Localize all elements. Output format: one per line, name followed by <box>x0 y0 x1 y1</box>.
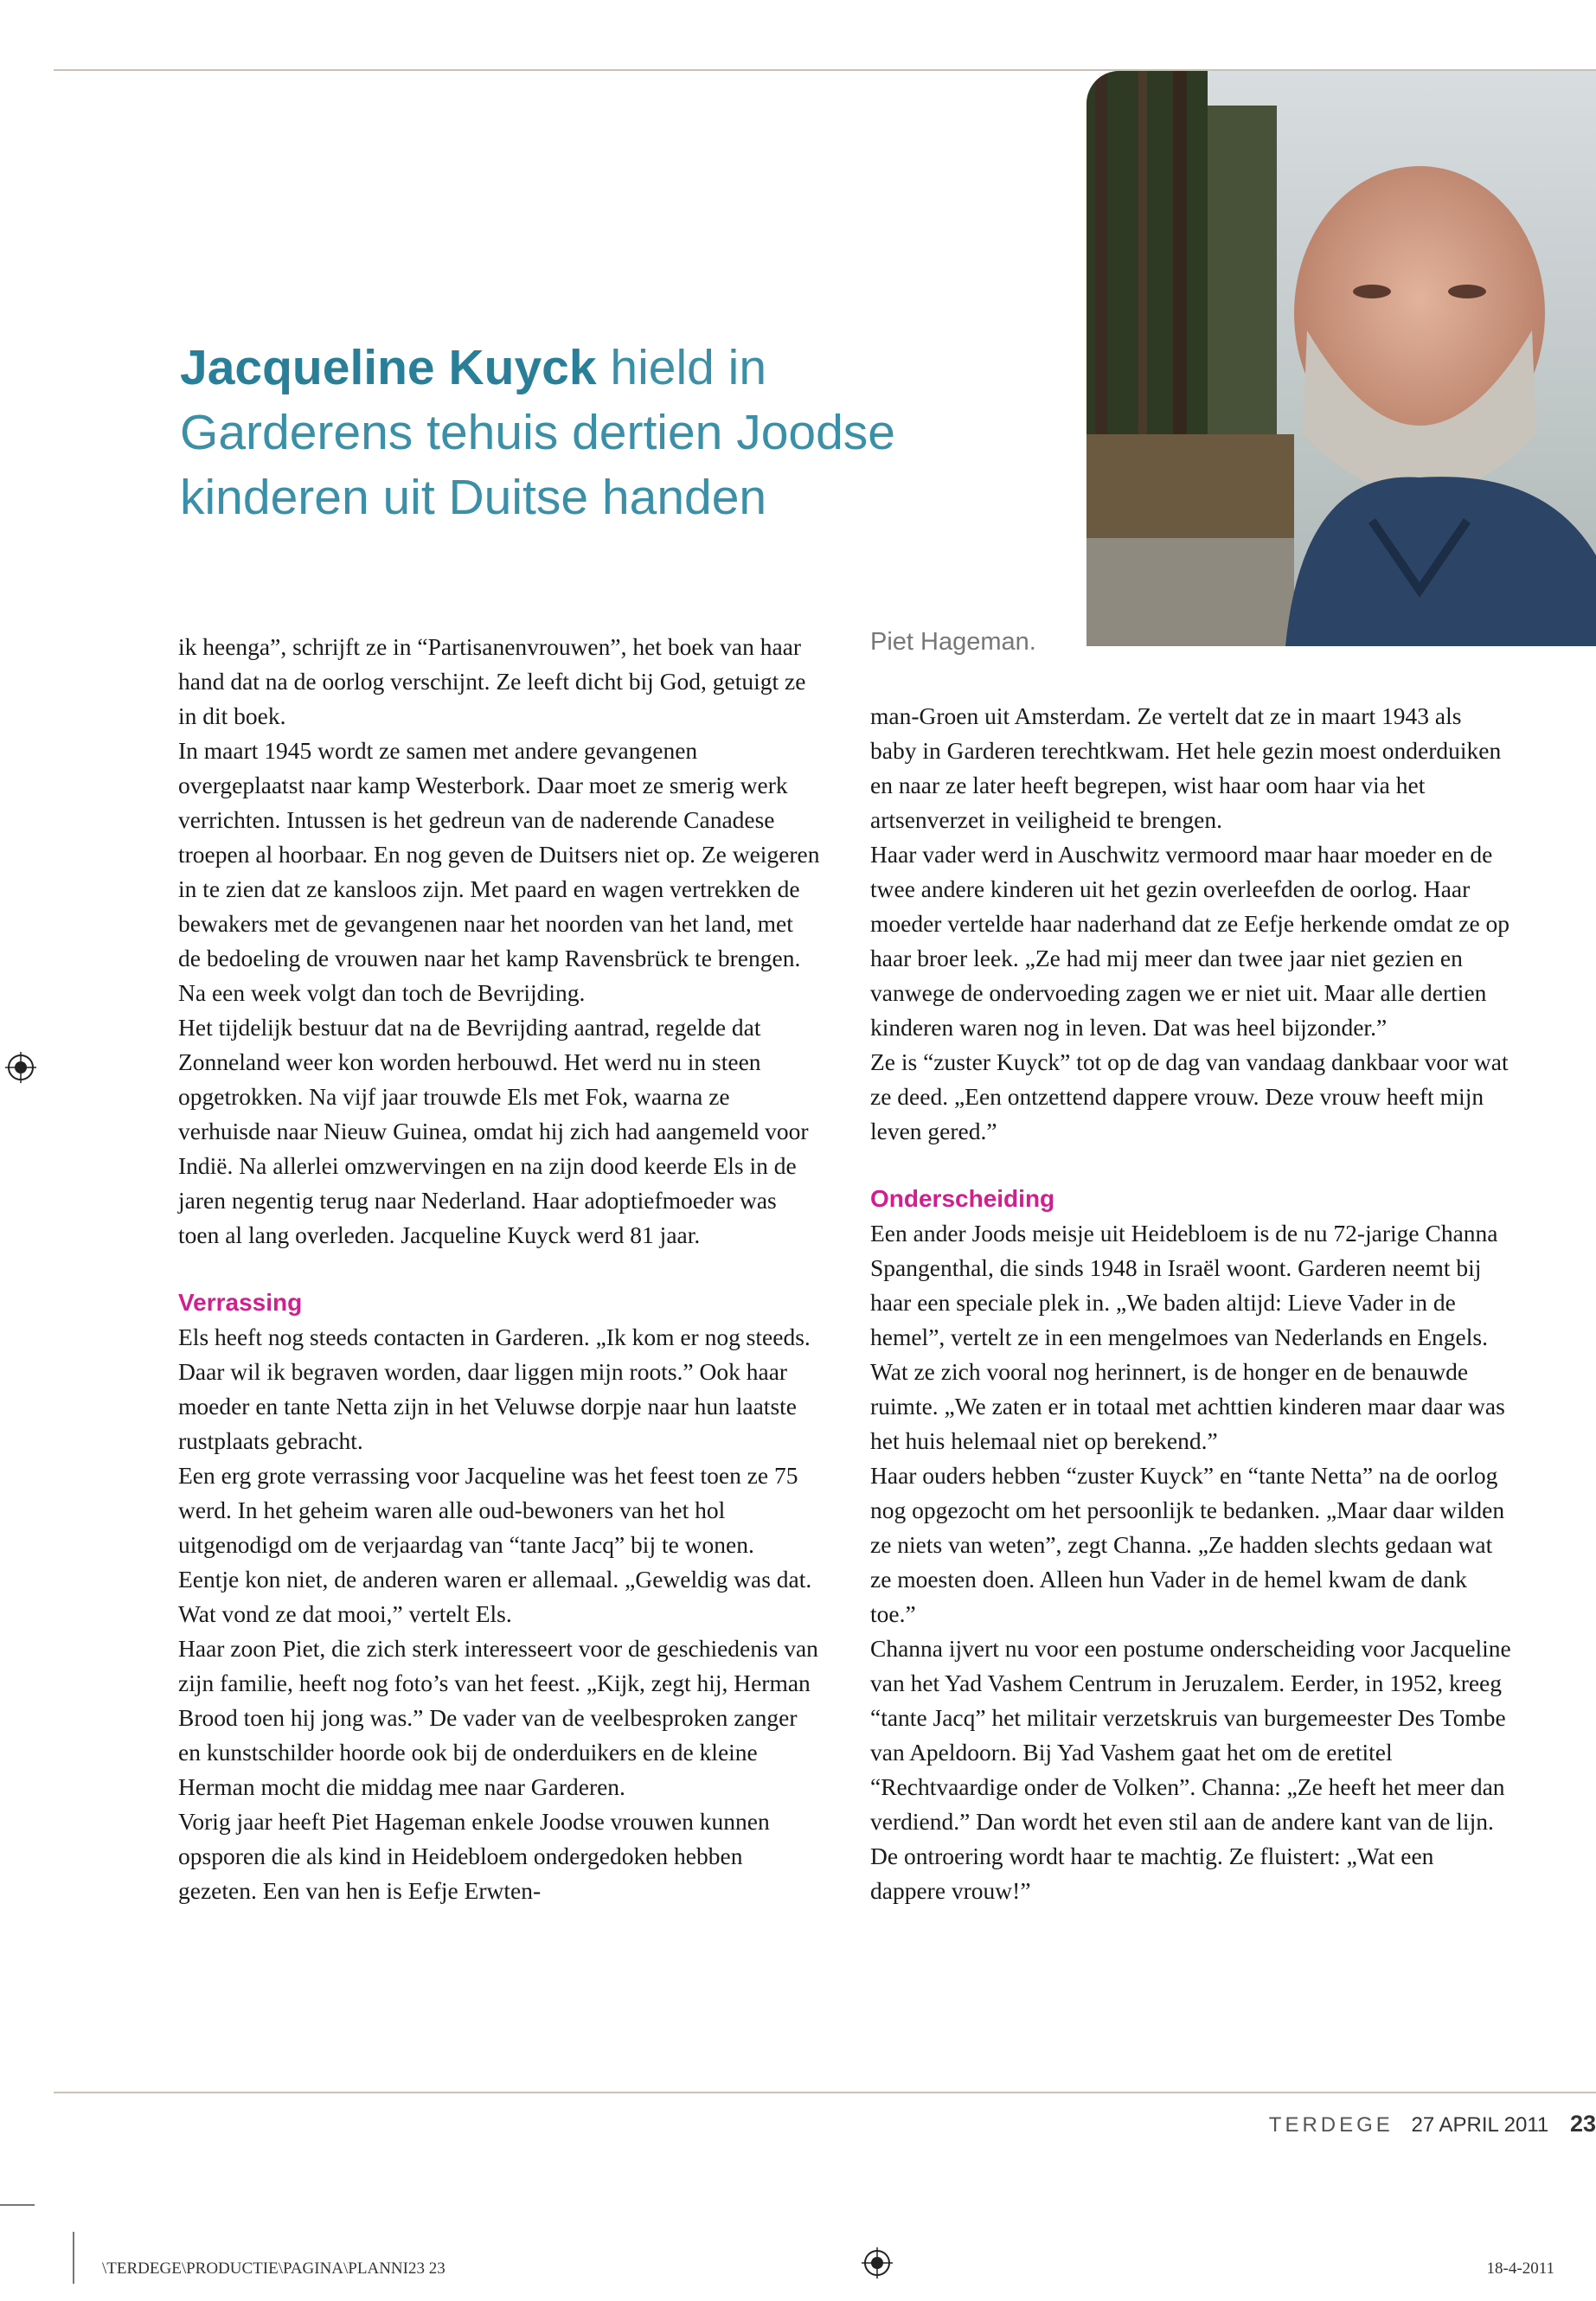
left-column <box>178 630 820 1908</box>
paragraph: Haar zoon Piet, die zich sterk interesseert voor de geschiedenis van zijn familie, heeft nog foto’s van het feest. „Kijk, zegt hij, Herman Brood toen hij jong was.” De vader van de veelbesproken zanger en kunstschilder hoorde ook bij de onderduikers en de kleine Herman mocht die middag mee naar Garderen. <box>178 1635 818 1800</box>
headline-bold: Jacqueline Kuyck <box>180 340 597 395</box>
paragraph: Een ander Joods meisje uit Heidebloem is de nu 72-jarige Channa Spangenthal, die sinds 1948 in Israël woont. Garderen neemt bij haar een speciale plek in. „We baden altijd: Lieve Vader in de hemel”, vertelt ze in een mengelmoes van Nederlands en Engels. Wat ze zich vooral nog herinnert, is de honger en de benauwde ruimte. „We zaten er in totaal met achttien kinderen maar daar was het huis helemaal niet op berekend.” <box>870 1220 1505 1454</box>
slug-date: 18-4-2011 <box>1486 2259 1554 2278</box>
paragraph: Haar vader werd in Auschwitz vermoord maar haar moeder en de twee andere kinderen uit het gezin overleefden de oorlog. Haar moeder vertelde haar naderhand dat ze Eefje herkende omdat ze op haar broer leek. „Ze had mij meer dan twee jaar niet gezien en vanwege de ondervoeding zagen we er niet uit. Maar alle dertien kinderen waren nog in leven. Dat was heel bijzonder.” <box>870 841 1510 1041</box>
registration-mark-icon <box>5 1052 36 1083</box>
page-footer <box>1269 2111 1596 2138</box>
paragraph: In maart 1945 wordt ze samen met andere gevangenen overgeplaatst naar kamp Westerbork. Daar moet ze smerig werk verrichten. Intussen is het gedreun van de naderende Canadese troepen al hoorbaar. En nog geven de Duitsers niet op. Ze weigeren in te zien dat ze kansloos zijn. Met paard en wagen vertrekken de bewakers met de gevangenen naar het noorden van het land, met de bedoeling de vrouwen naar het kamp Ravensbrück te brengen. Na een week volgt dan toch de Bevrijding. <box>178 737 820 1006</box>
right-column <box>870 699 1512 1908</box>
page-number: 23 <box>1569 2111 1596 2137</box>
crop-mark <box>73 2232 74 2284</box>
paragraph: Vorig jaar heeft Piet Hageman enkele Joodse vrouwen kunnen opsporen die als kind in Heidebloem ondergedoken hebben gezeten. Een van hen is Eefje Erwten- <box>178 1808 770 1904</box>
paragraph: man-Groen uit Amsterdam. Ze vertelt dat ze in maart 1943 als baby in Garderen terechtkwam. Het hele gezin moest onderduiken en naar ze later heeft begrepen, wist haar oom haar via het artsenverzet in veiligheid te brengen. <box>870 702 1502 833</box>
registration-mark-icon <box>862 2247 893 2279</box>
paragraph: ik heenga”, schrijft ze in “Partisanenvrouwen”, het boek van haar hand dat na de oorlog verschijnt. Ze leeft dicht bij God, getuigt ze in dit boek. <box>178 633 806 729</box>
paragraph: Een erg grote verrassing voor Jacqueline was het feest toen ze 75 werd. In het geheim waren alle oud-bewoners van het hol uitgenodigd om de verjaardag van “tante Jacq” bij te wonen. Eentje kon niet, de anderen waren er allemaal. „Geweldig was dat. Wat vond ze dat mooi,” vertelt Els. <box>178 1462 812 1627</box>
bottom-rule <box>54 2092 1596 2093</box>
paragraph: Els heeft nog steeds contacten in Garderen. „Ik kom er nog steeds. Daar wil ik begraven worden, daar liggen mijn roots.” Ook haar moeder en tante Netta zijn in het Veluwse dorpje naar hun laatste rustplaats gebracht. <box>178 1324 811 1454</box>
paragraph: Het tijdelijk bestuur dat na de Bevrijding aantrad, regelde dat Zonneland weer kon worden herbouwd. Het werd nu in steen opgetrokken. Na vijf jaar trouwde Els met Fok, waarna ze verhuisde naar Nieuw Guinea, omdat hij zich had aangemeld voor Indië. Na allerlei omzwervingen en na zijn dood keerde Els in de jaren negentig terug naar Nederland. Haar adoptiefmoeder was toen al lang overleden. Jacqueline Kuyck werd 81 jaar. <box>178 1014 809 1248</box>
section-heading-onderscheiding: Onderscheiding <box>870 1185 1055 1212</box>
headline-rest: hield in Garderens tehuis dertien Joodse kinderen uit Duitse handen <box>180 340 896 525</box>
paragraph: Channa ijvert nu voor een postume onderscheiding voor Jacqueline van het Yad Vashem Centrum in Jeruzalem. Eerder, in 1952, kreeg “tante Jacq” het militair verzetskruis van burgemeester Des Tombe van Apeldoorn. Bij Yad Vashem gaat het om de eretitel “Rechtvaardige onder de Volken”. Channa: „Ze heeft het meer dan verdiend.” Dan wordt het even stil aan de andere kant van de lijn. De ontroering wordt haar te machtig. Ze fluistert: „Wat een dappere vrouw!” <box>870 1635 1511 1904</box>
headline <box>180 336 924 530</box>
magazine-name: TERDEGE <box>1268 2113 1394 2137</box>
portrait-photo <box>1086 71 1596 646</box>
section-heading-verrassing: Verrassing <box>178 1289 303 1316</box>
paragraph: Haar ouders hebben “zuster Kuyck” en “tante Netta” na de oorlog nog opgezocht om het persoonlijk te bedanken. „Maar daar wilden ze niets van weten”, zegt Channa. „Ze hadden slechts gedaan wat ze moesten doen. Alleen hun Vader in de hemel kwam de dank toe.” <box>870 1462 1505 1627</box>
photo-caption: Piet Hageman. <box>870 628 1036 656</box>
paragraph: Ze is “zuster Kuyck” tot op de dag van vandaag dankbaar voor wat ze deed. „Een ontzettend dappere vrouw. Deze vrouw heeft mijn leven gered.” <box>870 1048 1509 1144</box>
crop-mark <box>0 2204 35 2206</box>
issue-date: 27 APRIL 2011 <box>1411 2113 1549 2137</box>
slug-path: \TERDEGE\PRODUCTIE\PAGINA\PLANNI23 23 <box>102 2259 445 2278</box>
